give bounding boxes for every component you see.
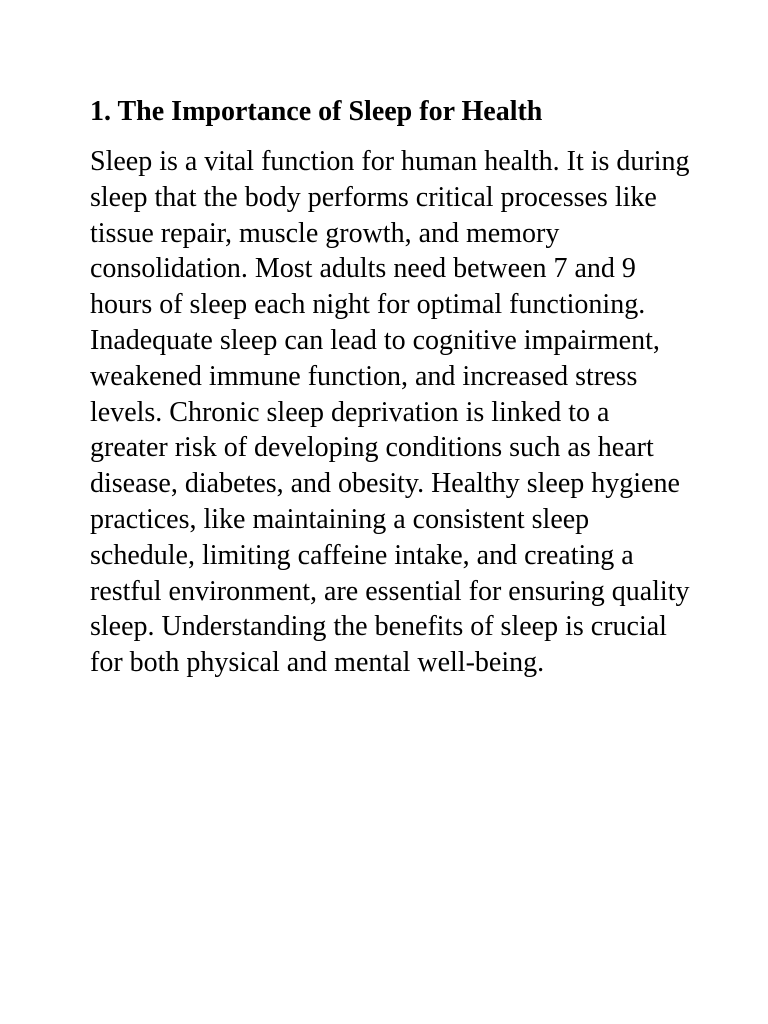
section-heading: 1. The Importance of Sleep for Health	[90, 96, 543, 127]
document-page	[90, 94, 690, 681]
body-paragraph: Sleep is a vital function for human health. It is during sleep that the body performs critical processes like tissue repair, muscle growth, and memory consolidation. Most adults need between 7 and 9 hours of sleep each night for optimal functioning. Inadequate sleep can lead to cognitive impairment, weakened immune function, and increased stress levels. Chronic sleep deprivation is linked to a greater risk of developing conditions such as heart disease, diabetes, and obesity. Healthy sleep hygiene practices, like maintaining a consistent sleep schedule, limiting caffeine intake, and creating a restful environment, are essential for ensuring quality sleep. Understanding the benefits of sleep is crucial for both physical and mental well-being.	[90, 146, 690, 679]
